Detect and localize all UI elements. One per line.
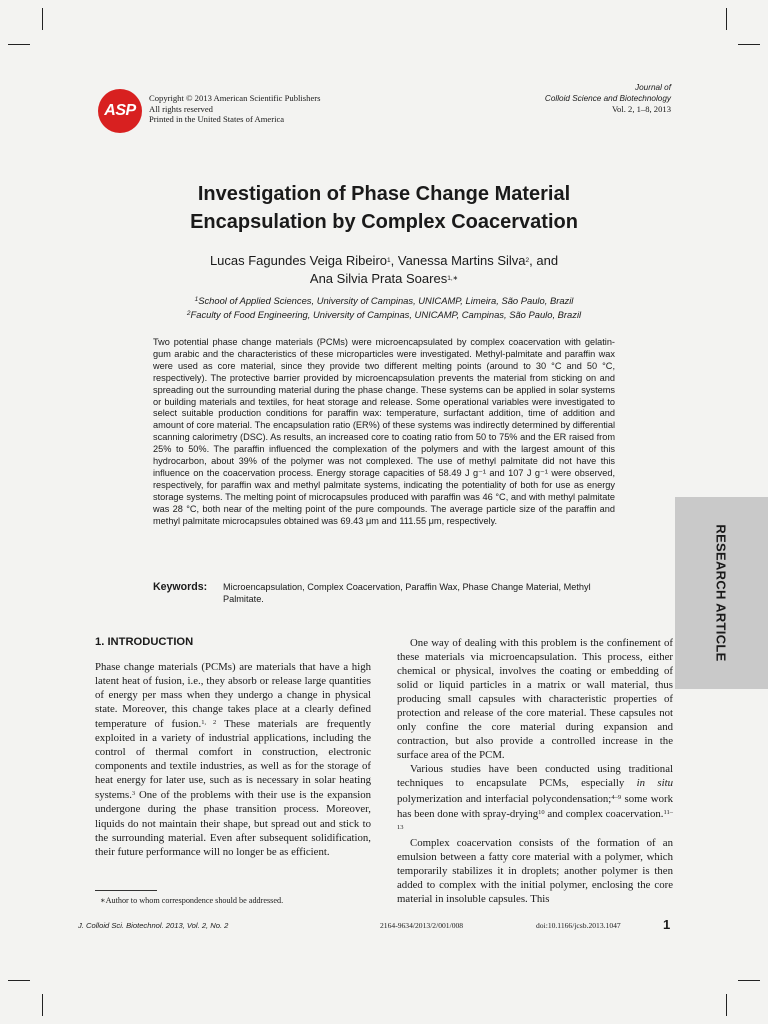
crop-mark	[8, 44, 30, 45]
footnote: ∗Author to whom correspondence should be addressed.	[100, 896, 284, 905]
crop-mark	[42, 994, 43, 1016]
paragraph	[397, 762, 673, 835]
crop-mark	[42, 8, 43, 30]
text-run: some work has been done with spray-drying	[397, 792, 673, 820]
keywords-text: Microencapsulation, Complex Coacervation, Paraffin Wax, Phase Change Material, Methyl Palmitate.	[223, 582, 591, 604]
copyright-line: Printed in the United States of America	[149, 114, 285, 125]
paragraph: One way of dealing with this problem is the confinement of these materials via microencapsulation. This process, either chemical or physical, involves the coating or embedding of solid or liquid particles in a matrix or wall material, thus producing small capsules with characteristic properties of protection and release of the core material. These capsules not only confine the core material during expansion and contraction, but also provide a controlled increase in the surface area of the PCM.	[397, 637, 673, 762]
logo-text: ASP	[104, 102, 136, 119]
footer-issn: 2164-9634/2013/2/001/008	[380, 921, 464, 930]
author-sup: 1,∗	[447, 275, 459, 282]
crop-mark	[738, 980, 760, 981]
citation: 10	[538, 808, 545, 816]
text-run: Various studies have been conducted using traditional techniques to encapsulate PCMs, especially	[397, 763, 673, 790]
left-column	[95, 660, 371, 859]
section-tab	[675, 497, 768, 689]
author-name: Lucas Fagundes Veiga Ribeiro	[209, 253, 387, 268]
text-run: polymerization and interfacial polycondensation;	[397, 792, 612, 805]
title-line: Encapsulation by Complex Coacervation	[190, 211, 578, 233]
page-number: 1	[663, 917, 671, 932]
citation: 11–13	[397, 808, 673, 831]
copyright-block	[149, 93, 320, 125]
author-list	[95, 252, 673, 288]
affiliations	[95, 294, 673, 321]
journal-name: Colloid Science and Biotechnology	[544, 93, 671, 103]
journal-line: Journal of	[635, 83, 671, 92]
citation: 1, 2	[201, 719, 217, 727]
author-name: Vanessa Martins Silva	[397, 253, 526, 268]
crop-mark	[726, 994, 727, 1016]
author-separator: ,	[390, 253, 398, 268]
journal-volume: Vol. 2, 1–8, 2013	[611, 104, 671, 115]
paragraph	[95, 660, 371, 859]
affiliation-text: School of Applied Sciences, University of Campinas, UNICAMP, Limeira, São Paulo, Brazil	[198, 295, 574, 306]
journal-info	[545, 83, 671, 115]
title-line: Investigation of Phase Change Material	[197, 183, 571, 205]
keywords-label: Keywords:	[153, 581, 208, 593]
citation: 4–9	[611, 793, 622, 801]
footer-citation: J. Colloid Sci. Biotechnol. 2013, Vol. 2, No. 2	[78, 921, 229, 930]
text-run: Phase change materials (PCMs) are materials that have a high latent heat of fusion, i.e., they absorb or release large quantities of energy per mass when they undergo a change in physical state. Moreover, this change takes place at a clearly defined temperature of fusion.	[95, 661, 371, 731]
footer-doi: doi:10.1166/jcsb.2013.1047	[536, 921, 621, 930]
text-run: and complex coacervation.	[544, 807, 664, 820]
affiliation-text: Faculty of Food Engineering, University of Campinas, UNICAMP, Campinas, São Paulo, Brazil	[190, 308, 582, 320]
footnote-rule	[95, 890, 157, 891]
crop-mark	[8, 980, 30, 981]
right-column	[397, 636, 673, 906]
text-italic: in situ	[636, 777, 674, 790]
section-tab-label: RESEARCH ARTICLE	[713, 524, 729, 662]
author-name: Ana Silvia Prata Soares	[309, 271, 448, 286]
copyright-line: All rights reserved	[149, 103, 213, 114]
copyright-line: Copyright © 2013 American Scientific Publishers	[149, 93, 321, 103]
publisher-logo	[98, 89, 142, 133]
author-sup: 1	[387, 257, 391, 264]
text-run: One of the problems with their use is the expansion undergone during the phase transition process. Moreover, liquids do not maintain their shape, but spread out and stick to the surrounding material. Even after subsequent solidification, their future performance will no longer be as efficient.	[95, 789, 371, 858]
affiliation-sup: 2	[186, 309, 191, 317]
section-heading: 1. INTRODUCTION	[95, 636, 194, 648]
keywords	[153, 581, 617, 605]
article-title	[95, 180, 673, 236]
crop-mark	[738, 44, 760, 45]
citation: 3	[131, 790, 136, 798]
author-sup: 2	[525, 257, 530, 264]
crop-mark	[726, 8, 727, 30]
author-separator: , and	[529, 253, 559, 268]
paragraph: Complex coacervation consists of the formation of an emulsion between a fatty core material with a polymer, which temporarily stabilizes it in droplets; another polymer is then added to complex with the initial polymer, enclosing the core material in insoluble capsules. This	[397, 836, 673, 905]
text-run: These materials are frequently exploited in a variety of industrial applications, including the control of thermal comfort in construction, electronic components and textile industries, as well as for the storage of heat energy for later use, such as is necessary in solar heating systems.	[95, 718, 372, 802]
affiliation-sup: 1	[194, 296, 199, 303]
abstract: Two potential phase change materials (PCMs) were microencapsulated by complex coacervation with gelatin-gum arabic and the characteristics of these microparticles were investigated. Methyl-palmitate and paraffin wax were used as core material, since they provide two different melting points (around to 30 °C and 50 °C, respectively). The protective barrier provided by microencapsulation prevents the material from sticking on and spreading out the surrounding material during the phase change. These systems can be applied in solar systems or building materials and textiles, for heat storage and release. Some operational variables were investigated to select suitable production conditions for paraffin wax: temperature, surfactant addition, time of addition and amount of core material. The encapsulation ratio (ER%) of these systems was indirectly determined by differential scanning calorimetry (DSC). As results, an increased core to coating ratio from 50 to 75% and the ER raised from 25% to 50%. The paraffin influenced the complexation of the polymers and with the largest amount of this hydrocarbon, about 39% of the polymer was not complexed. The use of methyl palmitate did not have this influence on the coacervation process. Energy storage capacities of 58.49 J g⁻¹ and 107 J g⁻¹ were observed, respectively, for paraffin wax and methyl palmitate systems, indicating the potentiality of both for use as energy storage systems. The melting point of microcapsules produced with paraffin was 46 °C, and with methyl palmitate was 28 °C, both near of the melting point of the pure compounds. The average particle size of the paraffin and methyl palmitate microcapsules obtained was 69.43 μm and 111.55 μm, respectively.	[153, 337, 615, 526]
